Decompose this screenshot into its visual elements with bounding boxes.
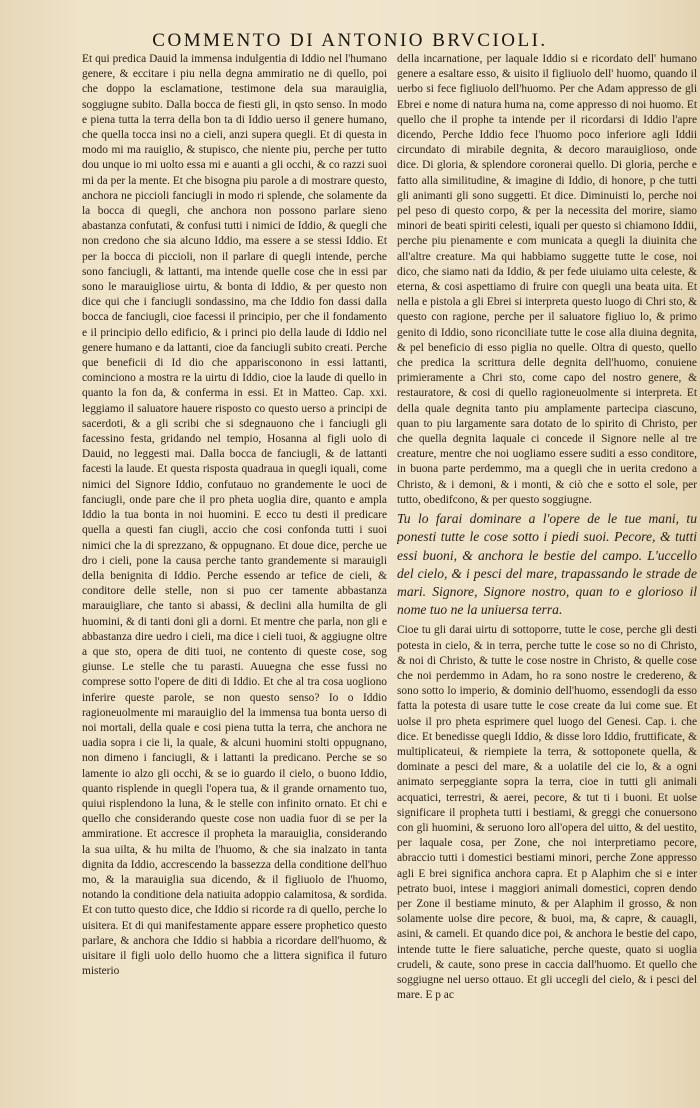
commentary-paragraph: della incarnatione, per laquale Iddio si e ricordato dell' humano genere a esaltare esso, & uisito il figliuolo dell' huomo, quando il uerbo si fece figliuolo dell'huomo. Per che Adam appresso de gli Ebrei e nome di natura huma na, come appresso di noi huomo. Et quello che il prophe ta intende per il ricordarsi di Iddio l'apre dicendo, Perche Iddio fece l'huomo poco inferiore agli Iddii circundato di mirabile degnita, & decoro marauiglioso, onde dice. Di gloria, & splendore coronerai quello. Di gloria, perche e fatto alla similitudine, & imagine di Iddio, di honore, p che tutti gli animanti gli sono suggetti. Et dice. Diminuisti lo, perche noi pel peso di questo corpo, & per la necessita del morire, siamo minori de beati spiriti celesti, iquali per questo si chiamono Iddii, perche piu pienamente e com municata a quegli la diuinita che all'altre creature. Ma qui habbiamo suggette tutte le cose, noi dico, che siamo nati da Iddio, & per fede uiuiamo uita celeste, & eterna, & cosi aspettiamo di fruire con quegli una beata uita. Et nella e pistola a gli Ebrei si interpreta questo luogo di Chri sto, & questo con ragione, perche per il saluatore figliuo lo, & primo genito di Iddio, sono riconciliate tutte le cose alla diuina degnita, & pel beneficio di esso piglia no quelle. Oltra di questo, quello che predica la scrittura delle degnita dell'huomo, conuiene primieramente a Chri sto, come capo del nostro genere, & restauratore, & cosi di quello ragioneuolmente si interpreta. Et della quale degnita tanto piu amplamente partecipa ciascuno, quan to piu largamente sara dotato de lo spirito di Christo, per che quella degnita laquale ci concede il Signore nelle al tre creature, mentre che noi uogliamo essere suditi a esso conditore, in buona parte perdemmo, ma a quegli che in uerita credono a Christo, & i demoni, & i monti, & ciò che e sotto el sole, per tutto, obedifcono, & per questo soggiugne.	[397, 53, 697, 506]
right-column	[397, 52, 697, 1072]
commentary-paragraph: Cioe tu gli darai uirtu di sottoporre, tutte le cose, perche gli desti potesta in cielo, & in terra, perche tutte le cose so no di Christo, & noi di Christo, & tutte le cose nostre in Christo, & quelle cose che noi perdemmo in Adam, ho ra sono nostre le credereno, & sono sotto lo imperio, & dominio dell'huomo, essendogli da esso fatta la potesta di usare tutte le cose create da lui come sue. Et uolse il pro pheta esprimere quel luogo del Genesi. Cap. i. che dice. Et benedisse quegli Iddio, & disse loro Iddio, fruttificate, & multiplicateui, & riempiete la terra, & sottoponete quella, & dominate a pesci del mare, & a uolatile del cie lo, & a ogni animato serpeggiante sopra la terra, cioe in tutti gli animali acquatici, terrestri, & aerei, pecore, & tut ti i buoni. Et uolse significare il propheta tutti i bestiami, & greggi che conuersono con gli huomini, & seruono loro all'opera del uitto, & del uestito, per laquale cosa, per Zone, che noi interpretiamo pecore, abraccio tutti i domestici bestiami minori, perche Zone appresso agli E brei significa anchora capra. Et p Alaphim che si e inter petrato buoi, intese i maggiori animali domestici, copren dendo per Zone il bestiame minuto, & per Alaphim il grosso, & non solamente uolse dire pecore, & buoi, ma, & capre, & cauagli, asini, & cameli. Et quando dice poi, & anchora le bestie del capo, intende tutte le fiere saluatiche, perche queste, quato si uoglia crudeli, & caute, sono prese in caccia dall'huomo. Et quello che soggiugne nel uerso ottauo. Et gli uccegli del cielo, & i pesci del mare. E p ac	[397, 624, 697, 1002]
commentary-paragraph: Et qui predica Dauid la immensa indulgentia di Iddio nel l'humano genere, & eccitare i piu nella degna ammiratio ne di quello, poi che doppo la esclamatione, testimone dela sua marauiglia, soggiugne subito. Dalla bocca de fiesti gli, in qsto senso. In modo e piena tutta la terra della bon ta di Iddio uerso il genere humano, che quella tocca insi no a cieli, anzi supera quegli. Et di questa in modo mi ma rauiglio, & stupisco, che niente piu, perche per tutto dou unque io mi uolto essa mi e auanti a gli occhi, & co razzi suoi mi da per la mente. Et che bisogna piu parole a di mostrare questo, anchora ne piccioli fanciugli in modo ri splende, che solamente da la bocca di quegli, che anchora non possono parlare sieno abastanza confutati, & confusi tutti i nimici de Iddio, & quegli che non credono che sia alcuno Iddio, ma essere a se stessi Iddio. Et per la bocca di piccioli, non il parlare di quegli intende, perche sono fanciugli, & lattanti, ma intende quelle cose che in essi par sono le marauigliose uirtu, & bonta di Iddio, & per questo non dice qui che i fanciugli sondassino, ma che Iddio fon dassi dalla bocca de fanciugli, cioe facessi il principio, per che il fondamento e il principio dello edificio, & i princi pio della laude di Iddio nel genere humano e da lattanti, cioe da fanciugli subito creati. Perche que beneficii di Id dio che apparisconono in essi lattanti, cominciono a mostra re la uirtu di Iddio, cioe la laude di quello in quanto la fon da, & conferma in essi. Et in Matteo. Cap. xxi. leggiamo il saluatore hauere risposto co questo uerso a principi de sacerdoti, & a gli scribi che si sdegnauono che i fanciugli gli facessino festa, gridando nel tempio, Hosanna al figli uolo di Dauid, no leggesti mai. Dalla bocca de fanciugli, & de lattanti facesti la laude. Et questa risposta quadraua in quegli iquali, come nimici del Signore Iddio, confutauo no grandemente le uoci de fanciugli, onde pare che il pro pheta uoglia dire, quanto e ampla Iddio la tua bonta in noi huomini. E ecco tu desti il predicare quella a questi fan ciugli, accio che cosi confonda tutti i suoi nimici che la di sprezzano, & oppugnano. Et doue dice, perche ue dro i cieli, pone la causa perche tanto grandemente si marauigli della benignita di Iddio. Perche essendo ar tefice de cieli, & conditore delle stelle, non si puo cer tamente abbastanza marauigliare, che tanto si abassi, & declini alla humilta de gli huomini, & di tanti doni gli a dorni. Et mentre che parla, non gli e abbastanza dire uedro i cieli, ma dice i cieli tuoi, & aggiugne oltre a que sto, opera de diti tuoi, ne contento di queste cose, sog giunse. Le stelle che tu parasti. Auuegna che esse fussi no comprese sotto l'opere de diti di Iddio. Et che al tra cosa uogliono inferire queste parole, se non questo senso? Io o Iddio ragioneuolmente mi marauiglio del la immensa tua bonta uerso di noi mortali, della quale e cosi piena tutta la terra, che anchora ne uadia sopra i cie li, la quale, & alcuni huomini stolti oppugnano, non dimeno i fanciugli, & i lattanti la predicano. Perche se so lamente io alzo gli occhi, & se io guardo il cielo, o buono Iddio, quanto risplende in quegli l'opera tua, & il grande ornamento tuo, quiui risplendono la luna, & le stelle con infinito ornato. Et chi e quello che considerando queste cose non uadia fuor di se per la ammiratione. Et accresce il propheta la marauiglia, considerando la sua uilta, & hu milta de l'huomo, & che sia inalzato in tanta dignita da Iddio, accrescendo la bassezza della conditione dell'huo mo, & la marauiglia sua dicendo, & il figliuolo de l'huomo, notando la conditione dela natiuita adoppio calamitosa, & sordida. Et con tutto questo dice, che Iddio si ricorde ra di quello, perche lo uisitera. Et di qui manifestamente appare essere prophetico questo parlare, & anchora che Iddio si habbia a ricordare dell'huomo, & uisitare il figli uolo dello huomo che a littera significa il futuro misterio	[82, 53, 387, 978]
running-header: COMMENTO DI ANTONIO BRVCIOLI.	[152, 30, 548, 51]
psalm-verse: Tu lo farai dominare a l'opere de le tue mani, tu ponesti tutte le cose sotto i piedi suoi. Pecore, & tutti essi buoni, & anchora le bestie del campo. L'uccello del cielo, & i pesci del mare, trapassando le strade de mari. Signore, Signore nostro, quan to e glorioso il nome tuo ne la uniuersa terra.	[397, 511, 697, 618]
left-column	[82, 52, 387, 1072]
